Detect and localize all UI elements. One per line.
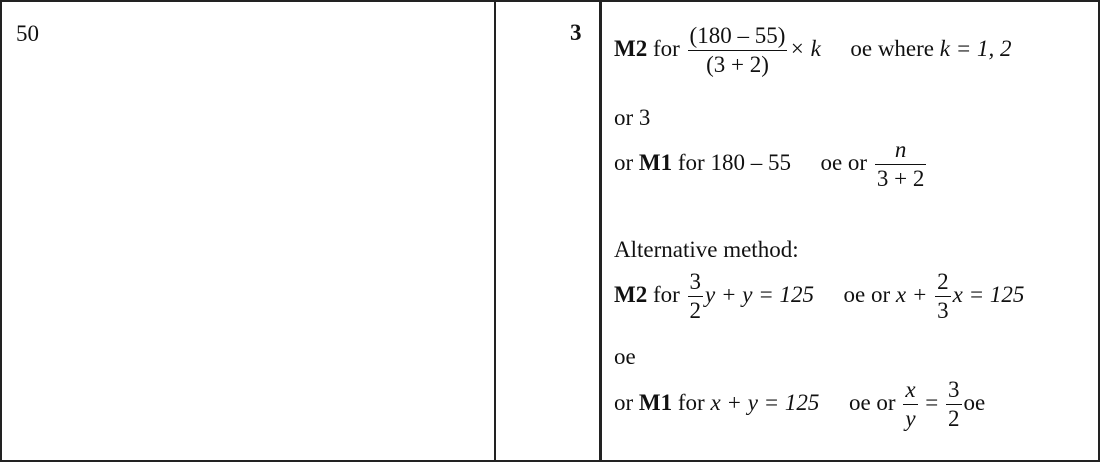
times-k: × k xyxy=(789,35,821,61)
oe-or-text: oe or xyxy=(848,389,896,415)
m2-label: M2 xyxy=(614,35,648,61)
fraction-numerator: 2 xyxy=(935,270,951,297)
equation-x-eq-125: x = 125 xyxy=(952,281,1025,307)
question-marks: 3 xyxy=(570,20,582,45)
column-divider-2 xyxy=(599,0,602,462)
oe-or-text: oe or xyxy=(843,281,891,307)
scheme-line-m1 xyxy=(614,138,928,191)
for-text: for xyxy=(677,389,705,415)
x-plus-text: x + xyxy=(895,281,928,307)
scheme-line-oe: oe xyxy=(614,344,636,369)
oe-where-text: oe where xyxy=(850,35,935,61)
table-left-border xyxy=(0,0,2,462)
fraction-numerator: 3 xyxy=(946,378,962,405)
k-values: k = 1, 2 xyxy=(939,35,1012,61)
fraction-denominator: 3 + 2 xyxy=(876,166,925,192)
fraction-numerator: n xyxy=(875,138,926,165)
question-number: 50 xyxy=(16,21,39,46)
m1-label: M1 xyxy=(638,389,673,415)
fraction-n-over-3-2 xyxy=(875,138,926,191)
oe-text: oe xyxy=(963,389,986,415)
for-text: for xyxy=(652,281,680,307)
expression-180-55: 180 – 55 xyxy=(710,149,791,175)
equation-x-plus-y: x + y = 125 xyxy=(710,389,820,415)
fraction-180-55-over-3-2 xyxy=(688,24,788,77)
or-text: or xyxy=(614,149,634,175)
alternative-method-heading: Alternative method: xyxy=(614,237,799,262)
fraction-x-over-y xyxy=(903,378,917,431)
fraction-denominator: 2 xyxy=(689,298,702,324)
scheme-line-or3: or 3 xyxy=(614,105,651,130)
table-top-border xyxy=(0,0,1100,2)
or-text: or xyxy=(614,389,634,415)
for-text: for xyxy=(652,35,680,61)
fraction-numerator: x xyxy=(903,378,917,405)
for-text: for xyxy=(677,149,705,175)
fraction-denominator: (3 + 2) xyxy=(706,52,769,78)
fraction-denominator: 2 xyxy=(948,406,960,432)
m2-label: M2 xyxy=(614,281,648,307)
fraction-numerator: 3 xyxy=(688,270,704,297)
scheme-line-m2 xyxy=(614,24,1012,77)
m1-label: M1 xyxy=(638,149,673,175)
fraction-3-over-2 xyxy=(688,270,704,323)
fraction-numerator: (180 – 55) xyxy=(688,24,788,51)
fraction-3-over-2 xyxy=(946,378,962,431)
scheme-line-alt-m2 xyxy=(614,270,1024,323)
oe-or-text: oe or xyxy=(820,149,868,175)
fraction-denominator: 3 xyxy=(937,298,949,324)
fraction-denominator: y xyxy=(905,406,916,432)
column-divider-1 xyxy=(494,0,496,462)
equals-sign: = xyxy=(925,389,939,415)
fraction-2-over-3 xyxy=(935,270,951,323)
equation-y-plus-y: y + y = 125 xyxy=(705,281,815,307)
scheme-line-alt-m1 xyxy=(614,378,985,431)
